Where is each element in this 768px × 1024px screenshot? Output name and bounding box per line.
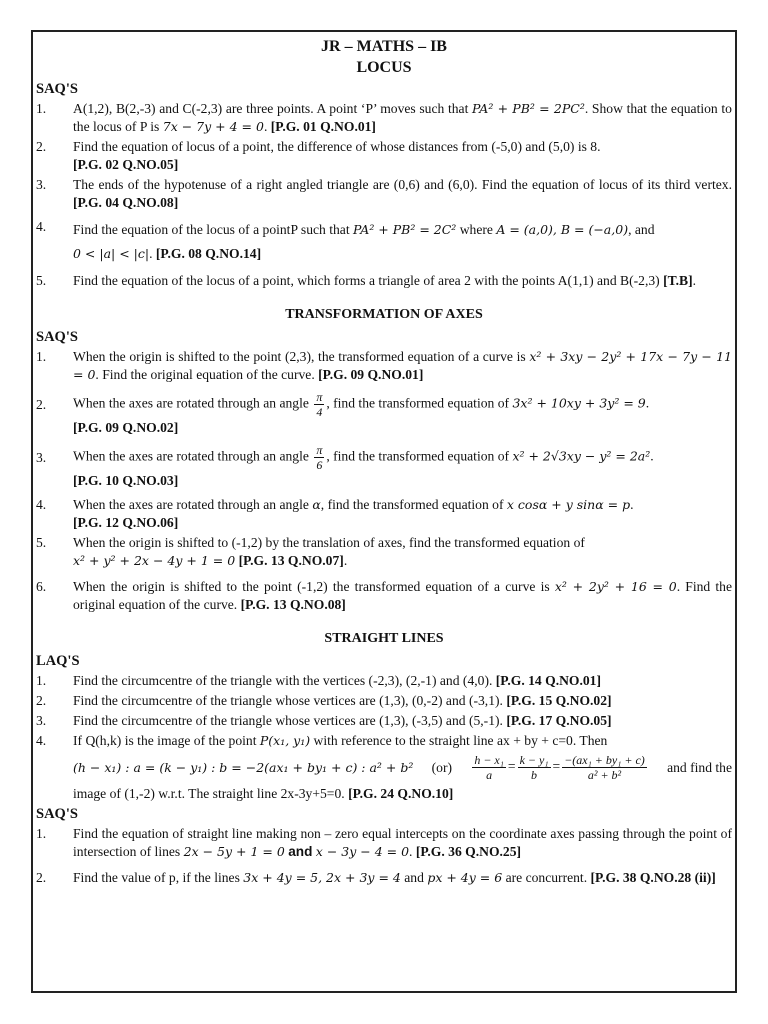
- question-text: When the axes are rotated through an angle $\frac{\pi}{6}$ , find the transformed equation of x² + 2√3xy − y² = 2a². [P.G. 10 Q.NO.03]: [73, 443, 654, 488]
- axes-q5: [36, 534, 732, 570]
- question-text: Find the equation of straight line making non – zero equal intercepts on the coordinate axes passing through the point of intersection of lines 2x − 5y + 1 = 0 and x − 3y − 4 = 0. [P.G. 36 Q.NO.25]: [73, 826, 732, 859]
- lines-laq-q2: [36, 692, 732, 710]
- question-text: When the axes are rotated through an angle α, find the transformed equation of x cosα + y sinα = p. [P.G. 12 Q.NO.06]: [73, 497, 634, 530]
- question-text: Find the circumcentre of the triangle whose vertices are (1,3), (-3,5) and (5,-1). [P.G. 17 Q.NO.05]: [73, 713, 612, 728]
- lines-saq-heading: SAQ'S: [36, 806, 78, 822]
- lines-laq-heading: LAQ'S: [36, 653, 80, 669]
- page-reference: [P.G. 01 Q.NO.01]: [270, 119, 376, 134]
- question-text: Find the value of p, if the lines 3x + 4y = 5, 2x + 3y = 4 and px + 4y = 6 are concurrent. [P.G. 38 Q.NO.28 (ii)]: [73, 870, 716, 885]
- fraction: $\frac{\text{−(ax₁ + by₁ + c)}}{\text{a² + b²}}$: [564, 753, 645, 782]
- fraction: $\frac{\pi}{6}$: [316, 443, 323, 472]
- page-reference: [P.G. 02 Q.NO.05]: [73, 157, 179, 172]
- question-text: If Q(h,k) is the image of the point P(x₁, y₁) with reference to the straight line ax + by + c=0. Then (h − x₁) : a = (k − y₁) : b = −2(ax₁ + by₁ + c) : a² + b² (or) $\frac{\text{h − x₁}}{a}$ = $\frac{\text{k − y₁}}{b}$ = $\frac{\text{−(ax₁ + by₁ + c)}}{\text{a² + b²}}$ and find the image of (1,-2) w.r.t. The straight line 2x-3y+5=0. [P.G. 24 Q.NO.10]: [73, 733, 732, 801]
- question-text: Find the circumcentre of the triangle with the vertices (-2,3), (2,-1) and (4,0). [P.G. 14 Q.NO.01]: [73, 673, 602, 688]
- question-number: 4.: [36, 497, 47, 512]
- question-number: 1.: [36, 101, 47, 116]
- question-text: A(1,2), B(2,-3) and C(-2,3) are three points. A point ‘P’ moves such that PA² + PB² = 2PC². Show that the equation to the locus of P is 7x − 7y + 4 = 0. [P.G. 01 Q.NO.01]: [73, 101, 732, 134]
- question-text: When the origin is shifted to the point (2,3), the transformed equation of a curve is x² + 3xy − 2y² + 17x − 7y − 11 = 0. Find the original equation of the curve. [P.G. 09 Q.NO.01]: [73, 349, 732, 382]
- axes-q4: [36, 496, 732, 532]
- question-number: 3.: [36, 177, 47, 192]
- question-number: 5.: [36, 273, 47, 288]
- section-title-straight-lines: STRAIGHT LINES: [324, 631, 444, 646]
- page-reference: [P.G. 09 Q.NO.02]: [73, 420, 179, 435]
- question-number: 4.: [36, 219, 47, 234]
- axes-q3: [36, 443, 732, 490]
- question-text: Find the equation of the locus of a pointP such that PA² + PB² = 2C² where A = (a,0), B = (−a,0), and 0 < |a| < |c|. [P.G. 08 Q.NO.14]: [73, 222, 655, 261]
- section-title-axes: TRANSFORMATION OF AXES: [285, 307, 483, 322]
- locus-saq-heading: SAQ'S: [36, 81, 78, 97]
- lines-saq-q2: [36, 869, 732, 887]
- fraction: $\frac{\text{k − y₁}}{b}$: [519, 753, 549, 782]
- doc-subtitle: LOCUS: [356, 59, 412, 76]
- page-reference: [P.G. 13 Q.NO.07]: [238, 553, 344, 568]
- page-reference: [P.G. 36 Q.NO.25]: [415, 844, 522, 859]
- page-reference: [P.G. 15 Q.NO.02]: [506, 693, 612, 708]
- page-reference: [P.G. 10 Q.NO.03]: [73, 473, 179, 488]
- question-text: Find the equation of locus of a point, the difference of whose distances from (-5,0) and (5,0) is 8. [P.G. 02 Q.NO.05]: [73, 139, 601, 172]
- lines-laq-q1: [36, 672, 732, 690]
- page-reference: [P.G. 04 Q.NO.08]: [73, 195, 179, 210]
- question-number: 1.: [36, 826, 47, 841]
- lines-saq-q1: [36, 825, 732, 861]
- question-text: The ends of the hypotenuse of a right angled triangle are (0,6) and (6,0). Find the equation of locus of its third vertex. [P.G. 04 Q.NO.08]: [73, 177, 732, 210]
- lines-laq-q4: [36, 732, 732, 803]
- page-reference: [P.G. 14 Q.NO.01]: [495, 673, 602, 688]
- page-reference: [P.G. 09 Q.NO.01]: [318, 367, 424, 382]
- axes-q6: [36, 578, 732, 614]
- question-text: Find the circumcentre of the triangle whose vertices are (1,3), (0,-2) and (-3,1). [P.G. 15 Q.NO.02]: [73, 693, 612, 708]
- locus-q4: [36, 218, 732, 266]
- question-number: 3.: [36, 450, 47, 465]
- question-number: 2.: [36, 139, 47, 154]
- question-text: When the origin is shifted to (-1,2) by the translation of axes, find the transformed equation of x² + y² + 2x − 4y + 1 = 0 [P.G. 13 Q.NO.07].: [73, 535, 585, 568]
- page-reference: [P.G. 24 Q.NO.10]: [348, 786, 454, 801]
- doc-title: JR – MATHS – IB: [321, 38, 447, 55]
- axes-q1: [36, 348, 732, 384]
- page-reference: [P.G. 08 Q.NO.14]: [155, 246, 262, 261]
- question-number: 6.: [36, 579, 47, 594]
- lines-laq-q3: [36, 712, 732, 730]
- fraction: $\frac{\pi}{4}$: [316, 390, 323, 419]
- question-number: 2.: [36, 693, 47, 708]
- page-reference: [P.G. 38 Q.NO.28 (ii)]: [590, 870, 716, 885]
- question-text: Find the equation of the locus of a point, which forms a triangle of area 2 with the points A(1,1) and B(-2,3) [T.B].: [73, 273, 697, 288]
- locus-q3: [36, 176, 732, 212]
- question-number: 3.: [36, 713, 47, 728]
- locus-q2: [36, 138, 732, 174]
- locus-q5: [36, 272, 732, 290]
- page-reference: [P.G. 17 Q.NO.05]: [506, 713, 612, 728]
- question-number: 2.: [36, 397, 47, 412]
- page-reference: [T.B]: [663, 273, 693, 288]
- question-number: 1.: [36, 349, 47, 364]
- question-number: 4.: [36, 733, 47, 748]
- fraction: $\frac{\text{h − x₁}}{a}$: [474, 753, 504, 782]
- page-reference: [P.G. 12 Q.NO.06]: [73, 515, 179, 530]
- question-text: When the origin is shifted to the point (-1,2) the transformed equation of a curve is x² + 2y² + 16 = 0. Find the original equation of the curve. [P.G. 13 Q.NO.08]: [73, 579, 733, 612]
- axes-q2: [36, 390, 732, 437]
- axes-saq-heading: SAQ'S: [36, 329, 78, 345]
- question-number: 1.: [36, 673, 47, 688]
- document-body: [36, 36, 732, 889]
- question-text: When the axes are rotated through an angle $\frac{\pi}{4}$ , find the transformed equation of 3x² + 10xy + 3y² = 9. [P.G. 09 Q.NO.02]: [73, 390, 650, 435]
- locus-q1: [36, 100, 732, 136]
- question-number: 2.: [36, 870, 47, 885]
- page-reference: [P.G. 13 Q.NO.08]: [240, 597, 346, 612]
- question-number: 5.: [36, 535, 47, 550]
